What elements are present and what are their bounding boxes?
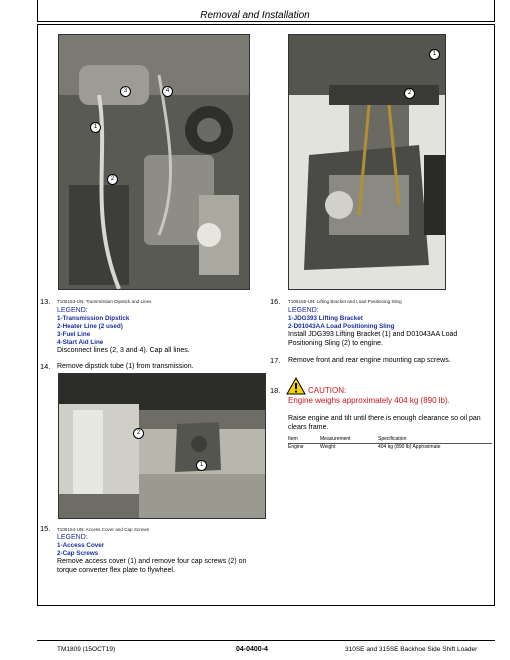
step-13-legend-item: 1-Transmission Dipstick: [57, 315, 130, 322]
step-16-legend: LEGEND:: [288, 307, 319, 314]
step-18-text: Raise engine and tilt until there is enough clearance so oil pan: [288, 415, 481, 422]
callout-1: 1: [196, 460, 207, 471]
step-18-text: clears frame.: [288, 424, 329, 431]
step-13-legend-item: 3-Fuel Line: [57, 331, 91, 338]
step-16-legend-item: 2-D01043AA Load Positioning Sling: [288, 323, 395, 330]
step-16-caption: T106156-UN: Lifting Bracket and Load Positioning Sling: [288, 299, 402, 304]
spec-header-specification: Specification: [378, 436, 492, 444]
table-row: [288, 444, 492, 452]
callout-1: 1: [90, 122, 101, 133]
step-15-text: Remove access cover (1) and remove four cap screws (2) on: [57, 558, 247, 565]
caution-label: CAUTION:: [308, 386, 347, 395]
step-16-number: 16.: [270, 297, 281, 306]
specification-table: [288, 436, 492, 451]
step-14-text: Remove dipstick tube (1) from transmission.: [57, 363, 194, 370]
step-14-number: 14.: [40, 362, 51, 371]
callout-1: 1: [429, 49, 440, 60]
step-13-text: Disconnect lines (2, 3 and 4). Cap all lines.: [57, 347, 190, 354]
footer-page-number: 04-0400-4: [236, 646, 268, 653]
callout-3: 3: [120, 86, 131, 97]
footer-divider: [37, 640, 495, 641]
step-15-text: torque converter flex plate to flywheel.: [57, 567, 175, 574]
footer-product: 310SE and 315SE Backhoe Side Shift Loader: [345, 646, 478, 653]
callout-4: 4: [162, 86, 173, 97]
page-header-title: Removal and Installation: [200, 10, 310, 21]
step-13-legend-item: 2-Heater Line (2 used): [57, 323, 123, 330]
footer-doc-id: TM1809 (15OCT19): [57, 646, 116, 653]
step-17-text: Remove front and rear engine mounting cap screws.: [288, 357, 451, 364]
caution-icon: [286, 377, 306, 395]
step-15-number: 15.: [40, 524, 51, 533]
access-cover-photo: [58, 373, 266, 519]
step-16-text: Install JDG393 Lifting Bracket (1) and D01043AA Load: [288, 331, 458, 338]
step-13-number: 13.: [40, 297, 51, 306]
step-16-legend-item: 1-JDG393 Lifting Bracket: [288, 315, 363, 322]
step-13-legend-item: 4-Start Aid Line: [57, 339, 104, 346]
spec-cell: 404 kg (890 lb) Approximate: [378, 444, 441, 450]
spec-cell: Weight: [320, 444, 336, 450]
spec-header-item: Item: [288, 436, 320, 444]
callout-2: 2: [107, 174, 118, 185]
spec-header-measurement: Measurement: [320, 436, 378, 444]
spec-table-header-row: [288, 436, 492, 444]
step-13-legend: LEGEND:: [57, 307, 88, 314]
transmission-dipstick-photo: [58, 34, 250, 290]
caution-warning: Engine weighs approximately 404 kg (890 lb).: [288, 396, 450, 405]
step-17-number: 17.: [270, 356, 281, 365]
step-15-caption: T106154-UN: Access Cover and Cap Screws: [57, 527, 149, 532]
step-16-text: Positioning Sling (2) to engine.: [288, 340, 383, 347]
lifting-bracket-photo: [288, 34, 446, 290]
spec-cell: Engine: [288, 444, 304, 450]
step-13-caption: T106153-UN: Transmission Dipstick and Lines: [57, 299, 152, 304]
step-15-legend: LEGEND:: [57, 534, 88, 541]
callout-2: 2: [404, 88, 415, 99]
step-15-legend-item: 2-Cap Screws: [57, 550, 99, 557]
callout-2: 2: [133, 428, 144, 439]
step-18-number: 18.: [270, 386, 281, 395]
step-15-legend-item: 1-Access Cover: [57, 542, 105, 549]
